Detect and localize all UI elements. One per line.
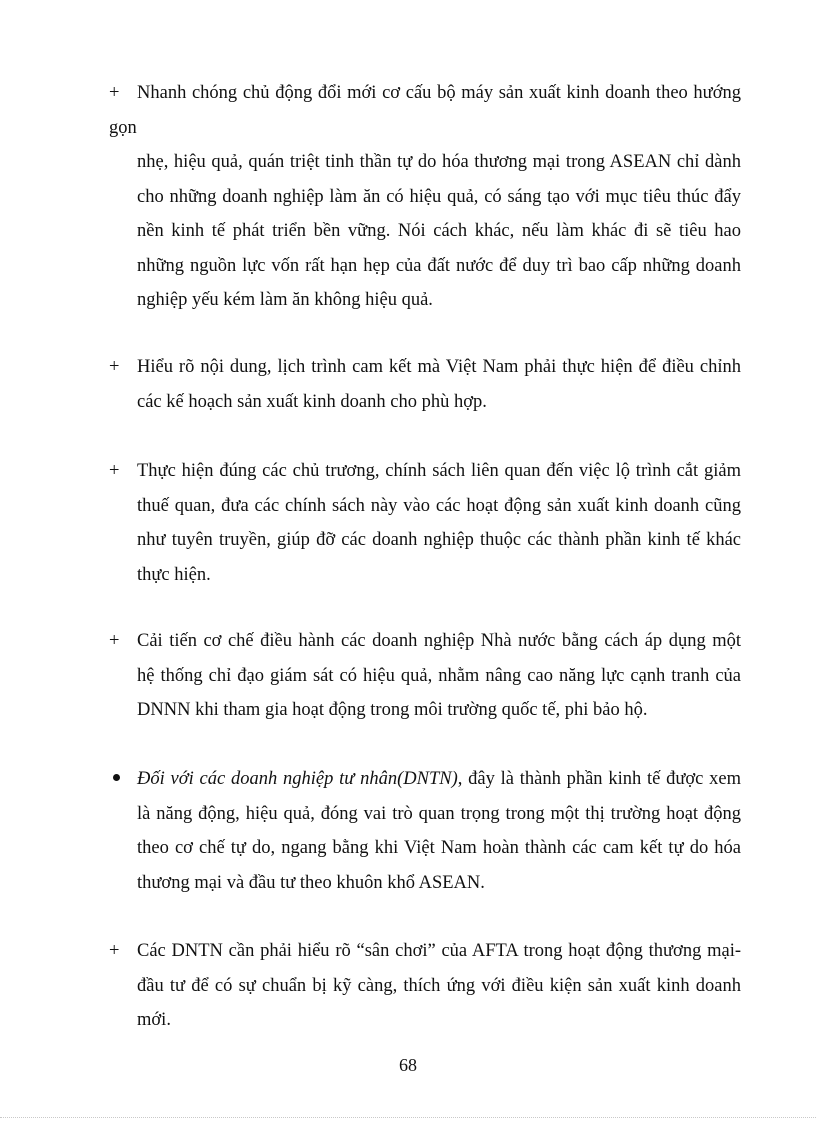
text-line: nghiệp yếu kém làm ăn không hiệu quả. <box>137 290 433 310</box>
lead-rest: , đây là thành phần kinh tế được xem <box>457 769 741 789</box>
italic-lead: Đối với các doanh nghiệp tư nhân(DNTN) <box>137 769 458 789</box>
text-line: DNNN khi tham gia hoạt động trong môi trường quốc tế, phi bảo hộ. <box>137 700 648 720</box>
paragraph-4 <box>109 624 741 728</box>
text-line: các kế hoạch sản xuất kinh doanh cho phù hợp. <box>137 391 487 412</box>
text-line <box>109 762 741 797</box>
text-line: thực hiện. <box>137 564 211 585</box>
paragraph-6 <box>109 934 741 1038</box>
bullet-dot-icon <box>109 762 137 797</box>
text-line: thương mại và đầu tư theo khuôn khổ ASEAN. <box>137 872 485 893</box>
page-number: 68 <box>399 1055 417 1075</box>
text-line: đầu tư để có sự chuẩn bị kỹ càng, thích ứng với điều kiện sản xuất kinh doanh <box>137 975 741 996</box>
text-line: những nguồn lực vốn rất hạn hẹp của đất nước để duy trì bao cấp những doanh <box>137 255 741 276</box>
text-line: Cải tiến cơ chế điều hành các doanh nghiệp Nhà nước bằng cách áp dụng một <box>137 631 741 651</box>
text-line: mới. <box>137 1010 171 1030</box>
text-line: Thực hiện đúng các chủ trương, chính sách liên quan đến việc lộ trình cắt giảm <box>137 461 741 481</box>
plus-marker-icon: + <box>109 461 120 481</box>
text-line: nền kinh tế phát triển bền vững. Nói cách khác, nếu làm khác đi sẽ tiêu hao <box>137 221 741 241</box>
text-line: là năng động, hiệu quả, đóng vai trò quan trọng trong một thị trường hoạt động <box>137 803 741 824</box>
plus-marker-icon: + <box>109 83 120 103</box>
text-line: hệ thống chỉ đạo giám sát có hiệu quả, nhằm nâng cao năng lực cạnh tranh của <box>137 665 741 686</box>
text-line: thuế quan, đưa các chính sách này vào các hoạt động sản xuất kinh doanh cũng <box>137 495 741 516</box>
plus-marker-icon: + <box>109 941 120 961</box>
text-line: cho những doanh nghiệp làm ăn có hiệu quả, có sáng tạo với mục tiêu thúc đẩy <box>137 186 741 207</box>
paragraph-3 <box>109 454 741 592</box>
paragraph-2 <box>109 350 741 419</box>
text-line: nhẹ, hiệu quả, quán triệt tinh thần tự do hóa thương mại trong ASEAN chỉ dành <box>137 152 741 172</box>
text-line: Các DNTN cần phải hiểu rõ “sân chơi” của AFTA trong hoạt động thương mại- <box>137 941 741 961</box>
paragraph-5 <box>109 762 741 900</box>
text-line: gọn <box>109 117 137 138</box>
paragraph-1 <box>109 76 741 318</box>
page-border-divider <box>0 1117 816 1118</box>
text-line: theo cơ chế tự do, ngang bằng khi Việt Nam hoàn thành các cam kết tự do hóa <box>137 838 741 858</box>
text-line: Hiểu rõ nội dung, lịch trình cam kết mà Việt Nam phải thực hiện để điều chỉnh <box>137 357 741 377</box>
text-line: Nhanh chóng chủ động đổi mới cơ cấu bộ máy sản xuất kinh doanh theo hướng <box>137 83 741 103</box>
text-line: như tuyên truyền, giúp đỡ các doanh nghiệp thuộc các thành phần kinh tế khác <box>137 530 741 550</box>
plus-marker-icon: + <box>109 631 120 651</box>
plus-marker-icon: + <box>109 357 120 377</box>
